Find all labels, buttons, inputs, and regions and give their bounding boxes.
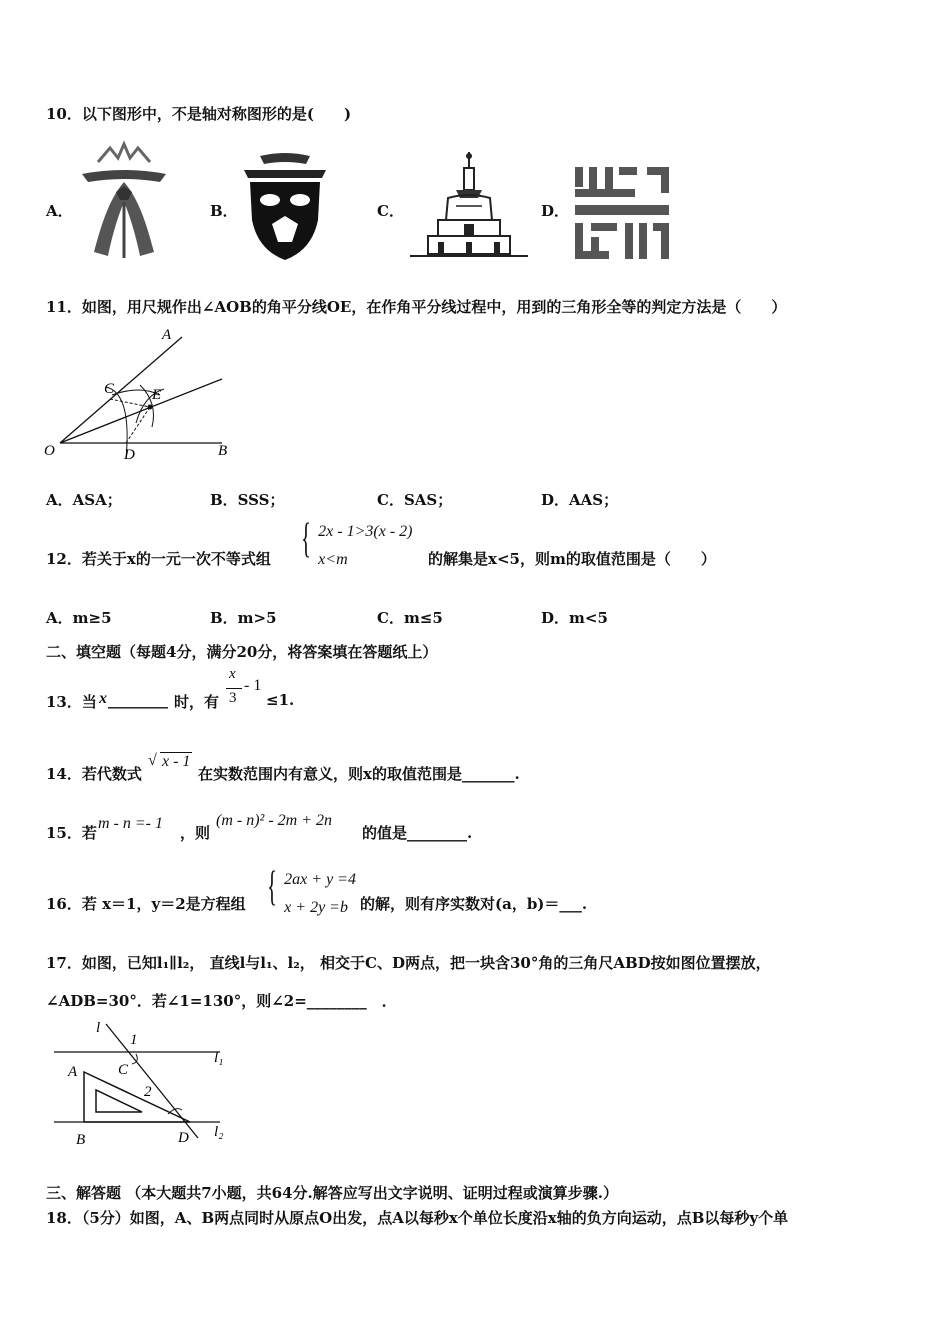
- q13-after-frac: - 1: [244, 677, 262, 694]
- brace-icon: {: [301, 516, 312, 562]
- q11-stem: 11．如图，用尺规作出∠AOB的角平分线OE，在作角平分线过程中，用到的三角形全等的判定方法是（ ）: [46, 298, 787, 316]
- q10-stem: 10．以下图形中，不是轴对称图形的是( ): [46, 105, 352, 123]
- q17-line1: 17．如图，已知l₁∥l₂， 直线l与l₁、l₂， 相交于C、D两点，把一块含30°角的三角尺ABD按如图位置摆放，: [46, 954, 771, 972]
- q13-frac-den: 3: [229, 690, 237, 706]
- angle-bisector-figure: [40, 325, 240, 465]
- q16-equation-system: [262, 866, 356, 922]
- q15-expression: (m - n)² - 2m + 2n: [216, 812, 333, 829]
- q18-stem: 18．（5分）如图，A、B两点同时从原点O出发，点A以每秒x个单位长度沿x轴的负方向运动，点B以每秒y个单: [46, 1209, 789, 1227]
- q12-line1: 2x - 1>3(x - 2): [318, 523, 413, 540]
- option-b-mask-figure: [242, 150, 328, 262]
- q10-option-a: A．: [46, 202, 73, 220]
- brace-icon: {: [267, 864, 278, 910]
- q15-condition: m - n =- 1: [98, 815, 164, 832]
- option-d-pattern-figure: [575, 165, 671, 261]
- q12-inequality-system: [296, 518, 412, 574]
- q13-end: ≤1.: [266, 691, 295, 709]
- q13-prefix: 13．当: [46, 693, 97, 711]
- q13-var: x: [99, 690, 107, 707]
- label-c: C: [118, 1062, 129, 1078]
- q15-prefix: 15．若: [46, 824, 97, 842]
- q10-option-d: D．: [541, 202, 570, 220]
- label-l: l: [96, 1020, 101, 1036]
- label-d: D: [178, 1130, 189, 1146]
- label-angle-2: 2: [144, 1084, 152, 1100]
- q11-option-b: B．SSS；: [210, 491, 285, 509]
- label-o: O: [44, 443, 55, 459]
- label-b: B: [76, 1132, 86, 1148]
- label-e: E: [152, 387, 162, 403]
- section-3-heading: 三、解答题 （本大题共7小题，共64分.解答应写出文字说明、证明过程或演算步骤.）: [46, 1184, 618, 1202]
- q13-frac-num: x: [229, 666, 236, 682]
- q16-line1: 2ax + y =4: [284, 871, 356, 888]
- q16-line2: x + 2y =b: [284, 899, 348, 916]
- label-a: A: [68, 1064, 78, 1080]
- label-angle-1: 1: [130, 1032, 138, 1048]
- q15-suffix: 的值是________.: [362, 824, 473, 842]
- label-d: D: [124, 447, 135, 463]
- q10-option-b: B．: [210, 202, 238, 220]
- q11-option-d: D．AAS；: [541, 491, 619, 509]
- q14-suffix: 在实数范围内有意义，则x的取值范围是_______.: [198, 765, 520, 783]
- q12-option-c: C．m≤5: [377, 609, 443, 627]
- label-a: A: [162, 327, 172, 343]
- q13-mid: 时，有: [174, 693, 220, 711]
- option-c-pagoda-figure: [408, 150, 530, 262]
- q11-option-c: C．SAS；: [377, 491, 453, 509]
- q13-blank: ________: [108, 691, 168, 709]
- label-l1: l₁: [214, 1050, 224, 1066]
- q12-suffix: 的解集是x<5，则m的取值范围是（ ）: [428, 550, 716, 568]
- q14-prefix: 14．若代数式: [46, 765, 142, 783]
- section-2-heading: 二、填空题（每题4分，满分20分，将答案填在答题纸上）: [46, 643, 438, 661]
- q15-mid: ，则: [180, 824, 211, 842]
- sqrt-icon: √: [148, 752, 157, 769]
- label-c: C: [104, 381, 115, 397]
- label-b: B: [218, 443, 228, 459]
- option-a-symbol-figure: [78, 140, 170, 262]
- parallel-lines-triangle-figure: [48, 1018, 238, 1150]
- q10-option-c: C．: [377, 202, 404, 220]
- q16-prefix: 16．若 x＝1，y＝2是方程组: [46, 895, 246, 913]
- q14-radicand: x - 1: [162, 753, 191, 770]
- q12-option-d: D．m<5: [541, 609, 608, 627]
- label-l2: l₂: [214, 1124, 224, 1140]
- q12-option-a: A．m≥5: [46, 609, 112, 627]
- q17-line2: ∠ADB=30°．若∠1=130°，则∠2=________ ．: [46, 992, 397, 1010]
- q12-option-b: B．m>5: [210, 609, 277, 627]
- q11-option-a: A．ASA；: [46, 491, 122, 509]
- q16-suffix: 的解，则有序实数对(a，b)＝___.: [360, 895, 588, 913]
- q12-prefix: 12．若关于x的一元一次不等式组: [46, 550, 271, 568]
- fraction-bar: [226, 688, 242, 689]
- q12-line2: x<m: [318, 551, 348, 568]
